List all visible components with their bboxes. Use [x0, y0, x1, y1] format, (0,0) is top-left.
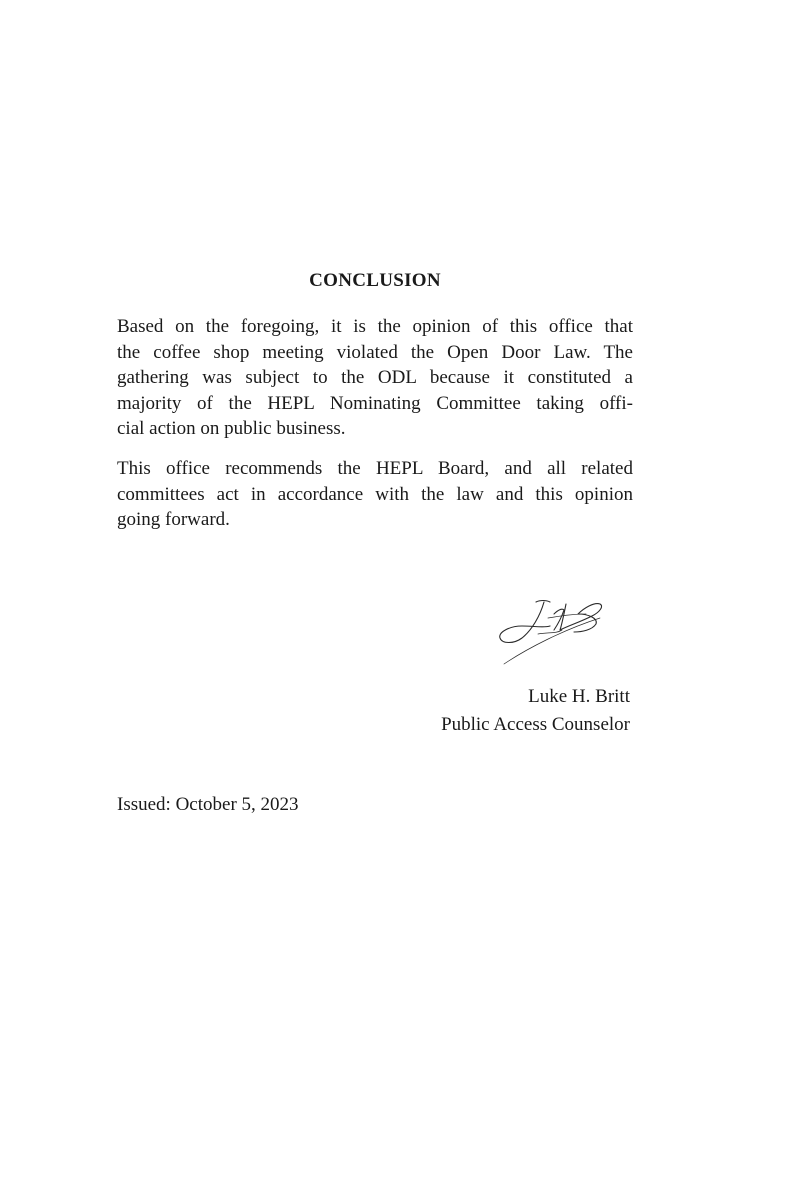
issued-date: Issued: October 5, 2023 [117, 794, 299, 815]
signer-name: Luke H. Britt [528, 686, 630, 707]
section-heading: CONCLUSION [309, 270, 441, 291]
conclusion-paragraph-1 [117, 314, 633, 442]
conclusion-paragraph-2 [117, 456, 633, 533]
paragraph-line: This office recommends the HEPL Board, and all related [117, 458, 633, 479]
paragraph-line: cial action on public business. [117, 418, 346, 439]
handwritten-signature [488, 596, 618, 668]
paragraph-line: committees act in accordance with the law and this opinion [117, 483, 633, 505]
signer-title: Public Access Counselor [441, 714, 630, 735]
paragraph-line: the coffee shop meeting violated the Open Door Law. The [117, 341, 633, 363]
paragraph-line: majority of the HEPL Nominating Committee taking offi- [117, 392, 633, 414]
paragraph-line: gathering was subject to the ODL because it constituted a [117, 367, 633, 388]
paragraph-line: Based on the foregoing, it is the opinion of this office that [117, 316, 633, 337]
signature-block [441, 683, 630, 739]
paragraph-line: going forward. [117, 509, 230, 530]
